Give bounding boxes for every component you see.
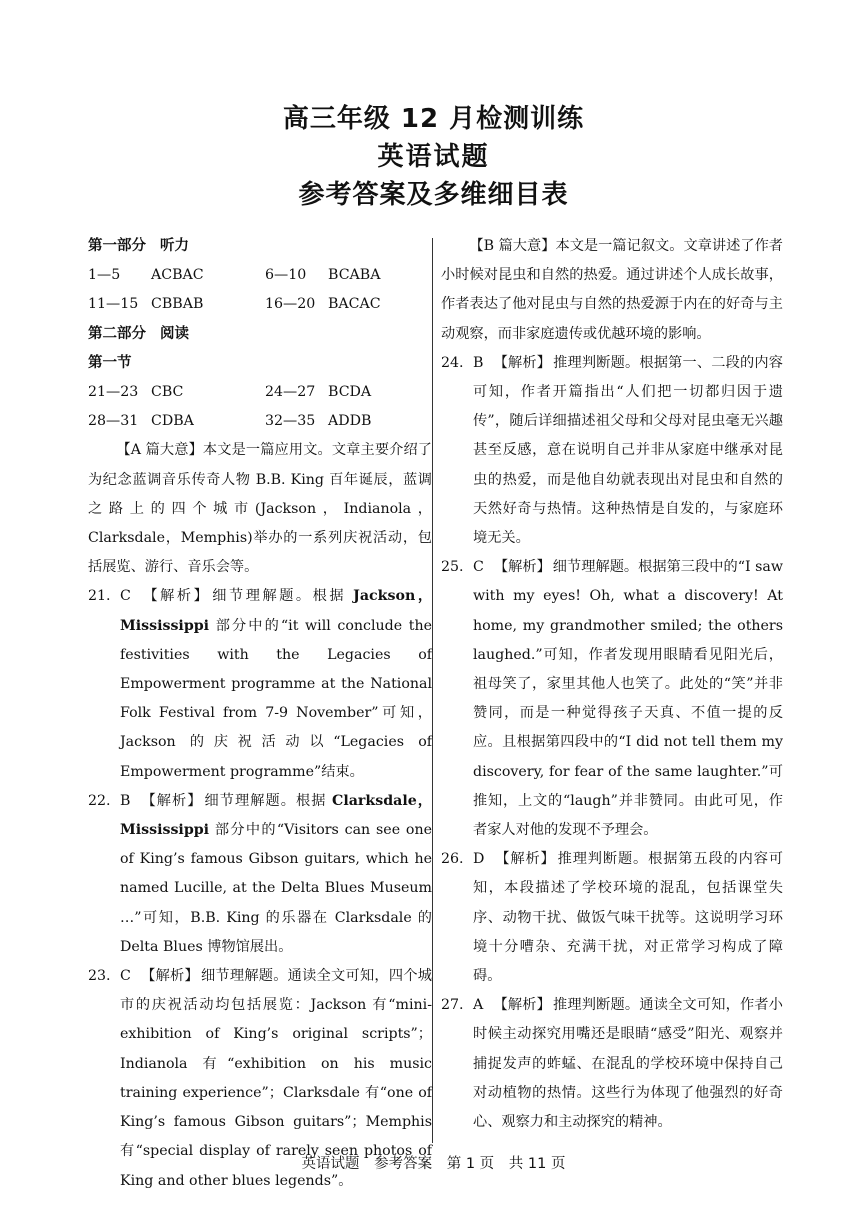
analysis-label: 【解析】 [493, 997, 551, 1014]
question-21 [88, 582, 432, 786]
explanation-text: 推理判断题。通读全文可知，作者小时候主动探究用嘴还是眼睛“感受”阳光、观察并捕捉发声的蚱蜢、在混乱的学校环境中保持自己对动植物的热情。这些行为体现了他强烈的好奇心、观察力和主动探究的精神。 [473, 997, 783, 1131]
left-column [88, 232, 432, 1196]
question-number: 23. [88, 968, 111, 985]
explanation-text: 部分中的“Visitors can see one of King’s famous Gibson guitars, which he named Lucille, at the Delta Blues Museum …”可知，B.B. King 的乐器在 Clarksdale 的 Delta Blues 博物馆展出。 [120, 822, 432, 955]
answer-values: CBBAB [151, 296, 204, 313]
answer-values: CBC [151, 384, 184, 401]
answer-row [88, 261, 432, 290]
answer-letter: A [473, 997, 484, 1014]
answer-values: CDBA [151, 413, 194, 430]
answer-values: ACBAC [151, 267, 204, 284]
answer-letter: C [473, 559, 484, 576]
explanation-text: 细节理解题。根据 [212, 588, 354, 605]
part2-heading [88, 320, 432, 349]
page-footer [0, 1152, 867, 1173]
document-title: 参考答案及多维细目表 [298, 180, 569, 210]
analysis-label: 【解析】 [140, 968, 199, 985]
answer-range: 24—27 [265, 384, 316, 401]
answer-letter: D [473, 851, 485, 868]
footer-doc-type: 参考答案 [374, 1156, 433, 1172]
question-number: 22. [88, 792, 111, 809]
answer-range: 11—15 [88, 296, 139, 313]
analysis-label: 【解析】 [493, 354, 552, 371]
answer-row [88, 407, 432, 436]
answer-values: BACAC [328, 296, 381, 313]
question-26 [441, 845, 783, 991]
question-number: 25. [441, 559, 464, 576]
part2-heading-sub: 阅读 [160, 325, 189, 342]
question-27 [441, 991, 783, 1137]
explanation-text: 部分中的“it will conclude the festivities with the Legacies of Empowerment programme at the National Folk Festival from 7-9 November”可知，Jackson 的庆祝活动以“Legacies of Empowerment programme”结束。 [120, 617, 432, 780]
answer-range: 1—5 [88, 267, 121, 284]
passage-b-summary [441, 232, 783, 349]
part1-heading [88, 232, 432, 261]
section-reference: Jackson，Mississippi [120, 588, 433, 634]
question-number: 27. [441, 997, 464, 1014]
answer-range: 21—23 [88, 384, 139, 401]
explanation-text: 细节理解题。通读全文可知，四个城市的庆祝活动均包括展览：Jackson 有“mini-exhibition of King’s original scripts”；Indianola 有“exhibition on his music training experience”；Clarksdale 有“one of King’s famous Gibson guitars”；Memphis 有“special display of rarely seen photos of King and other blues legends”。 [120, 968, 432, 1189]
question-24 [441, 349, 783, 553]
part2-heading-label: 第二部分 [88, 325, 146, 342]
explanation-text: 细节理解题。根据第三段中的“I saw with my eyes! Oh, what a discovery! At home, my grandmother smiled; the others laughed.”可知，作者发现用眼睛看见阳光后，祖母笑了，家里其他人也笑了。此处的“笑”并非赞同，而是一种觉得孩子天真、不值一提的反应。且根据第四段中的“I did not tell them my discovery, for fear of the same laughter.”可推知，上文的“laugh”并非赞同。由此可见，作者家人对他的发现不予理会。 [473, 559, 783, 839]
answer-range: 32—35 [265, 413, 316, 430]
analysis-label: 【解析】 [140, 588, 211, 605]
question-25 [441, 553, 783, 845]
analysis-label: 【解析】 [493, 559, 551, 576]
right-column [441, 232, 783, 1137]
answer-values: BCDA [328, 384, 372, 401]
column-divider [432, 238, 433, 1143]
answer-letter: B [120, 792, 131, 809]
analysis-label: 【解析】 [140, 792, 203, 809]
part1-heading-sub: 听力 [160, 238, 189, 254]
question-number: 21. [88, 588, 111, 605]
question-number: 26. [441, 851, 464, 868]
answer-values: ADDB [328, 413, 372, 430]
question-22 [88, 787, 432, 962]
answer-row [88, 378, 432, 407]
question-number: 24. [441, 354, 464, 371]
title-block [0, 100, 867, 214]
section-reference: Clarksdale，Mississippi [120, 792, 432, 839]
answer-row [88, 290, 432, 319]
explanation-text: 推理判断题。根据第五段的内容可知，本段描述了学校环境的混乱，包括课堂失序、动物干扰、做饭气味干扰等。这说明学习环境十分嘈杂、充满干扰，对正常学习构成了障碍。 [473, 851, 783, 985]
passage-a-summary [88, 436, 432, 582]
answer-values: BCABA [328, 267, 381, 284]
summary-text: 本文是一篇记叙文。文章讲述了作者小时候对昆虫和自然的热爱。通过讲述个人成长故事，作者表达了他对昆虫与自然的热爱源于内在的好奇与主动观察，而非家庭遗传或优越环境的影响。 [441, 238, 783, 342]
answer-range: 6—10 [265, 267, 307, 284]
answer-range: 16—20 [265, 296, 316, 313]
footer-page-total: 共 11 页 [508, 1156, 566, 1172]
footer-subject: 英语试题 [301, 1156, 360, 1172]
page-title: 高三年级 12 月检测训练 [282, 104, 585, 134]
answer-letter: C [120, 588, 131, 605]
answer-letter: C [120, 968, 131, 985]
summary-label: 【B 篇大意】 [469, 238, 556, 254]
summary-label: 【A 篇大意】 [116, 442, 203, 459]
analysis-label: 【解析】 [494, 851, 556, 868]
explanation-text: 推理判断题。根据第一、二段的内容可知，作者开篇指出“人们把一切都归因于遗传”，随后详细描述祖父母和父母对昆虫毫无兴趣甚至反感，意在说明自己并非从家庭中继承对昆虫的热爱，而是他自幼就表现出对昆虫和自然的天然好奇与热情。这种热情是自发的，与家庭环境无关。 [473, 354, 783, 547]
footer-page-number: 第 1 页 [446, 1156, 495, 1172]
explanation-text: 细节理解题。根据 [204, 792, 333, 809]
answer-range: 28—31 [88, 413, 139, 430]
subject-title: 英语试题 [377, 142, 490, 172]
answer-letter: B [473, 354, 484, 371]
summary-text: 本文是一篇应用文。文章主要介绍了为纪念蓝调音乐传奇人物 B.B. King 百年诞辰，蓝调之路上的四个城市(Jackson，Indianola，Clarksdale，Memphis)举办的一系列庆祝活动，包括展览、游行、音乐会等。 [88, 442, 432, 576]
section-heading: 第一节 [88, 354, 132, 371]
part1-heading-label: 第一部分 [88, 238, 146, 254]
